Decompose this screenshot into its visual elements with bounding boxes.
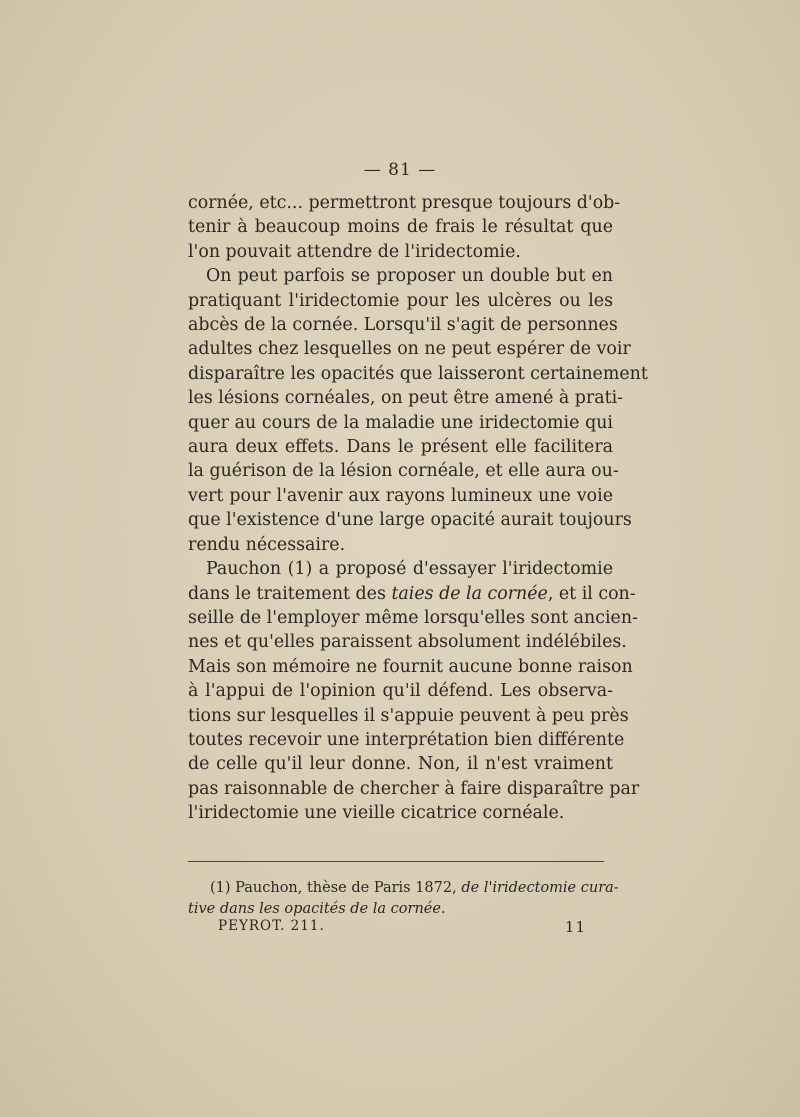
page-number: — 81 —: [363, 160, 437, 180]
sheet-number: 11: [564, 918, 586, 936]
text-line: pratiquant l'iridectomie pour les ulcères ou les: [188, 290, 613, 311]
text-line: abcès de la cornée. Lorsqu'il s'agit de personnes: [188, 315, 618, 336]
text-line: Mais son mémoire ne fournit aucune bonne raison: [188, 656, 633, 677]
text-line: la guérison de la lésion cornéale, et elle aura ou-: [188, 461, 619, 482]
text-line: vert pour l'avenir aux rayons lumineux une voie: [188, 485, 613, 506]
text-line: seille de l'employer même lorsqu'elles sont ancien-: [188, 607, 638, 628]
text-line: toutes recevoir une interprétation bien différente: [188, 729, 625, 750]
signature-mark: PEYROT. 211.: [218, 918, 325, 934]
footnote-line: [188, 878, 619, 899]
text-line: nes et qu'elles paraissent absolument indélébiles.: [188, 632, 627, 653]
text-line: tenir à beaucoup moins de frais le résultat que: [188, 217, 613, 238]
text-line: cornée, etc... permettront presque toujours d'ob-: [188, 193, 621, 213]
footnote-line: [188, 899, 613, 920]
text-line: que l'existence d'une large opacité aurait toujours: [188, 510, 632, 531]
text-segment: Pauchon (1) a proposé d'essayer l'iridectomie: [206, 559, 613, 580]
text-line: l'on pouvait attendre de l'iridectomie.: [188, 241, 521, 262]
text-line: [188, 557, 613, 581]
text-line: On peut parfois se proposer un double but en: [206, 266, 613, 287]
text-segment: , et il con-: [547, 583, 636, 604]
text-line: tions sur lesquelles il s'appuie peuvent à peu près: [188, 705, 629, 726]
text-line: l'iridectomie une vieille cicatrice cornéale.: [188, 803, 565, 824]
text-line: adultes chez lesquelles on ne peut espérer de voir: [188, 339, 631, 360]
italic-term: taies de la cornée: [391, 583, 548, 604]
footnote-text: .: [440, 901, 446, 917]
text-line: pas raisonnable de chercher à faire disparaître par: [188, 778, 640, 799]
footnote-italic: tive dans les opacités de la cornée: [188, 901, 441, 917]
text-segment: dans le traitement des: [188, 583, 392, 604]
text-line: disparaître les opacités que laisseront certainement: [188, 363, 648, 384]
footnote: [188, 878, 619, 920]
text-line: de celle qu'il leur donne. Non, il n'est vraiment: [188, 754, 613, 775]
footnote-italic: de l'iridectomie cura-: [461, 880, 619, 896]
text-line: à l'appui de l'opinion qu'il défend. Les observa-: [188, 681, 613, 702]
text-line: aura deux effets. Dans le présent elle facilitera: [188, 437, 613, 458]
text-line: [188, 582, 636, 606]
body-text: [188, 191, 648, 826]
text-line: quer au cours de la maladie une iridectomie qui: [188, 412, 613, 433]
text-line: rendu nécessaire.: [188, 534, 346, 555]
text-line: les lésions cornéales, on peut être amené à prati-: [188, 388, 624, 409]
footnote-text: (1) Pauchon, thèse de Paris 1872,: [210, 880, 462, 896]
footnote-divider: [188, 861, 604, 862]
